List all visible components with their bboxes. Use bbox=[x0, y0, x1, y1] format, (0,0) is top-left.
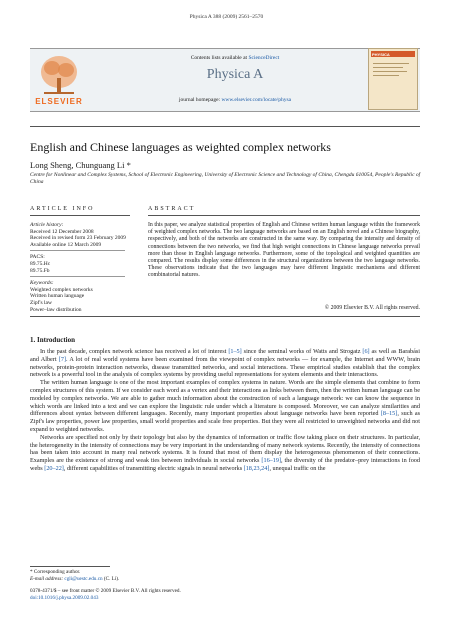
text: since the seminal works of Watts and Strogatz bbox=[241, 348, 363, 355]
text: The written human language is one of the most important examples of complex systems in nature. Words are the simple elements that combine to form complex structures of this system. If we consider each word as a vertex and their interactions as links between them, then the written human language can be modeled by complex networks. We are able to gather much information about the construction of such a language network: we can know the sequence in which words are linked into a text and we can explore the linguistic rule under which a literature is composed. Moreover, we can analyze similarities and differences about syntax between different languages. Recently, many important properties about language networks have been reported bbox=[30, 379, 420, 418]
cover-line bbox=[373, 67, 403, 68]
footnote bbox=[30, 569, 330, 582]
journal-title: Physica A bbox=[206, 67, 264, 82]
issn-block bbox=[30, 588, 420, 601]
contents-prefix: Contents lists available at bbox=[190, 55, 249, 61]
text: , unequal traffic on the bbox=[269, 464, 326, 472]
email-note bbox=[30, 576, 330, 583]
contents-line bbox=[130, 55, 340, 61]
keyword: Weighted complex networks bbox=[30, 286, 93, 293]
article-info-heading: ARTICLE INFO bbox=[30, 206, 95, 212]
keywords-label: Keywords: bbox=[30, 280, 54, 287]
text: as well as Barabási and Albert bbox=[30, 348, 420, 363]
cover-title: PHYSICA bbox=[372, 52, 390, 57]
pacs-item: 89.75.Fb bbox=[30, 267, 50, 274]
cover-line bbox=[373, 75, 399, 76]
cover-line bbox=[373, 71, 407, 72]
pacs-item: 89.75.Hc bbox=[30, 260, 51, 267]
info-divider bbox=[30, 250, 125, 251]
citation-link[interactable]: [18,23,24] bbox=[243, 464, 270, 472]
citation-link[interactable]: [1–5] bbox=[228, 348, 242, 355]
pacs-label: PACS: bbox=[30, 254, 45, 261]
intro-body bbox=[30, 348, 420, 473]
email-link[interactable]: cgli@uestc.edu.cn bbox=[64, 575, 103, 582]
elsevier-wordmark: ELSEVIER bbox=[35, 97, 83, 106]
homepage-line bbox=[130, 97, 340, 103]
text: In the past decade, complex network science has received a lot of interest bbox=[40, 348, 229, 355]
homepage-prefix: journal homepage: bbox=[178, 97, 222, 103]
section-heading: 1. Introduction bbox=[30, 336, 75, 344]
abstract-text: In this paper, we analyze statistical properties of English and Chinese written human language within the framework of weighted complex networks. The two language networks are based on an English novel and a Chinese biography, respectively, and both of the networks are constructed in the same way. By comparing the intensity and density of connections between the two networks, we find that high weight connections in Chinese language networks prevail more than those in English language networks. Furthermore, some of the topological and weighted quantities are compared. The results display some differences in the structural organizations between the two language networks. These observations indicate that the two languages may have different linguistic mechanisms and different combinatorial natures. bbox=[148, 222, 420, 279]
history-item: Received 12 December 2008 bbox=[30, 228, 94, 235]
text: Corresponding author. bbox=[33, 569, 81, 575]
authors: Long Sheng, Chunguang Li * bbox=[30, 160, 131, 170]
issn-line: 0378-4371/$ – see front matter © 2009 Elsevier B.V. All rights reserved. bbox=[30, 588, 181, 594]
title-rule bbox=[30, 126, 420, 127]
paragraph bbox=[30, 379, 420, 434]
journal-cover-thumbnail bbox=[368, 48, 418, 110]
text: , different capabilities of transmitting electric signals in neural networks bbox=[63, 464, 244, 472]
keyword: Written human language bbox=[30, 293, 85, 300]
abstract-rule bbox=[148, 215, 420, 216]
text: , such as Zipf's law properties, power law properties, small world properties and scale free properties. But they were all restricted to unweighted networks and did not expand to weighted networks. bbox=[30, 410, 421, 433]
text: (C. Li). bbox=[102, 575, 120, 582]
keyword: Power–law distribution bbox=[30, 306, 82, 313]
sciencedirect-link[interactable]: ScienceDirect bbox=[248, 55, 280, 61]
abstract-heading: ABSTRACT bbox=[148, 206, 196, 212]
asterisk: * bbox=[30, 569, 33, 575]
info-divider bbox=[30, 276, 125, 277]
citation-link[interactable]: [20–22] bbox=[44, 464, 64, 472]
history-item: Available online 12 March 2009 bbox=[30, 241, 102, 248]
text: , the diversity of the predator–prey interactions in food webs bbox=[30, 457, 420, 472]
abstract-copyright: © 2009 Elsevier B.V. All rights reserved. bbox=[324, 305, 420, 311]
text: . A lot of real world systems have been examined from the viewpoint of complex networks — for example, the Internet and WWW, brain networks, protein-protein interaction networks, disease transmitted networks, and social interactions. These empirical studies establish that the complex network is a powerful tool in the analysis of complex systems by providing useful representations for system elements and their interactions. bbox=[30, 355, 421, 379]
citation-link[interactable]: [7] bbox=[58, 355, 66, 363]
homepage-link[interactable]: www.elsevier.com/locate/physa bbox=[221, 97, 292, 103]
paragraph bbox=[30, 348, 420, 379]
paragraph bbox=[30, 434, 420, 473]
article-info-rule bbox=[30, 215, 130, 216]
citation-link[interactable]: [8–15] bbox=[380, 410, 398, 418]
keyword: Zipf's law bbox=[30, 299, 52, 306]
email-label: E-mail address: bbox=[30, 575, 65, 582]
text: Networks are specified not only by their topology but also by the dynamics of information or traffic flow taking place on their structures. In particular, the heterogeneity in the intensity of connections may be very important in the understanding of many network systems. Recently, the intensity of connections has been taken into account in many real network systems. It is found that most of them display the heterogeneous phenomenon of their connections. Examples are the existence of strong and weak ties between individuals in social networks bbox=[30, 433, 420, 465]
footnote-rule bbox=[30, 566, 110, 567]
running-head: Physica A 388 (2009) 2561–2570 bbox=[189, 14, 264, 20]
cover-line bbox=[373, 63, 409, 64]
affiliation: Centre for Nonlinear and Complex Systems, School of Electronic Engineering, University of Electronic Science and Technology of China, Chengdu 610054, People's Republic of China bbox=[30, 172, 421, 185]
doi-link[interactable]: doi:10.1016/j.physa.2009.02.043 bbox=[30, 594, 99, 601]
paper-title: English and Chinese languages as weighted complex networks bbox=[30, 140, 331, 154]
abstract-end-rule bbox=[30, 316, 420, 317]
citation-link[interactable]: [16–19] bbox=[261, 457, 282, 465]
history-label: Article history: bbox=[30, 222, 64, 228]
article-info bbox=[30, 222, 130, 313]
history-item: Received in revised form 23 February 2009 bbox=[30, 235, 126, 242]
citation-link[interactable]: [6] bbox=[362, 348, 370, 355]
